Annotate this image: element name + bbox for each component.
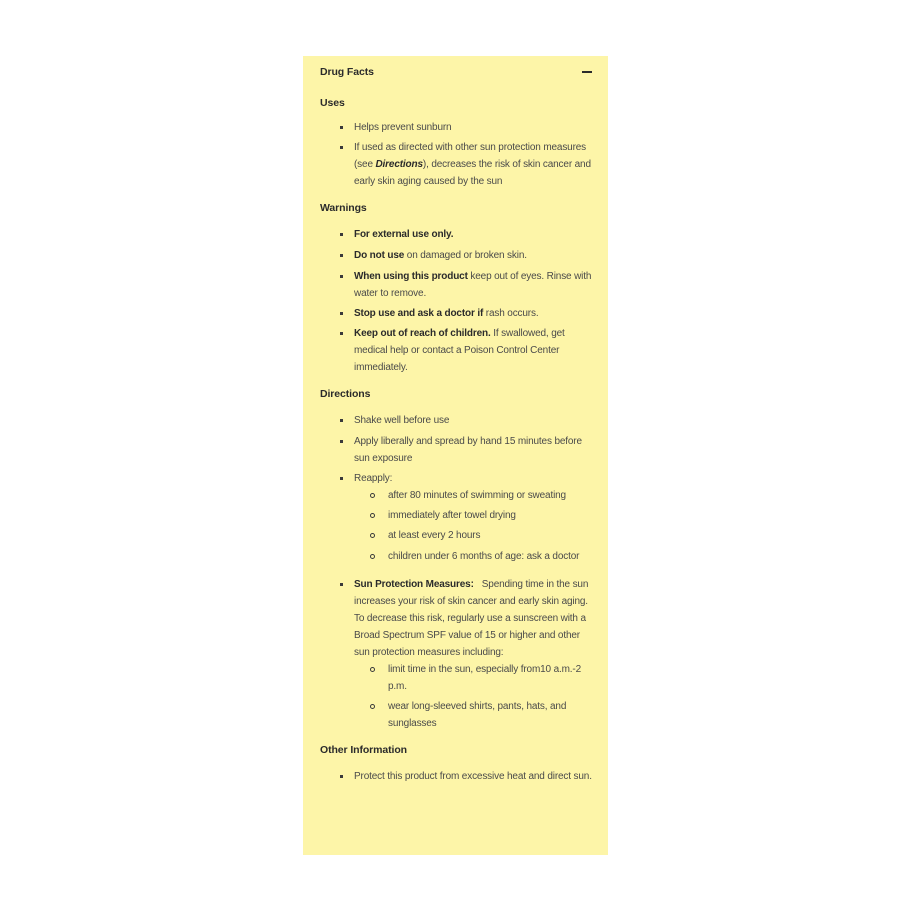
list-item-text: If used as directed with other sun protection measures (see bbox=[354, 142, 587, 170]
drug-facts-title: Drug Facts bbox=[320, 66, 374, 78]
sub-list-item: children under 6 months of age: ask a doctor bbox=[354, 548, 592, 565]
sun-protection-label: Sun Protection Measures: bbox=[354, 579, 474, 590]
uses-list bbox=[320, 119, 592, 190]
list-item: Helps prevent sunburn bbox=[320, 119, 592, 136]
other-information-list bbox=[320, 768, 592, 785]
warnings-title: Warnings bbox=[320, 202, 367, 214]
list-item bbox=[320, 139, 592, 190]
list-item: Stop use and ask a doctor if rash occurs. bbox=[320, 305, 592, 322]
reapply-label: Reapply: bbox=[354, 473, 393, 484]
directions-list bbox=[320, 412, 592, 732]
sun-protection-list bbox=[354, 661, 592, 732]
list-item-text: ), decreases the risk of skin cancer and early skin aging caused by the sun bbox=[354, 159, 591, 187]
drug-facts-header[interactable] bbox=[320, 65, 592, 79]
sub-list-item: wear long-sleeved shirts, pants, hats, and sunglasses bbox=[354, 698, 592, 732]
sub-list-item: after 80 minutes of swimming or sweating bbox=[354, 487, 592, 504]
list-item: Apply liberally and spread by hand 15 minutes before sun exposure bbox=[320, 433, 592, 467]
uses-title: Uses bbox=[320, 97, 345, 109]
minus-icon[interactable] bbox=[581, 65, 592, 79]
list-item: Shake well before use bbox=[320, 412, 592, 429]
directions-title: Directions bbox=[320, 388, 371, 400]
drug-facts-panel bbox=[303, 56, 608, 855]
sun-protection-text: Spending time in the sun increases your risk of skin cancer and early skin aging. To decrease this risk, regularly use a sunscreen with a Broad Spectrum SPF value of 15 or higher and other sun protection measures including: bbox=[354, 579, 589, 658]
list-item: Keep out of reach of children. If swallowed, get medical help or contact a Poison Control Center immediately. bbox=[320, 325, 592, 376]
warnings-list bbox=[320, 226, 592, 376]
list-item: For external use only. bbox=[320, 226, 592, 243]
sub-list-item: immediately after towel drying bbox=[354, 507, 592, 524]
sub-list-item: limit time in the sun, especially from10 a.m.-2 p.m. bbox=[354, 661, 592, 695]
list-item: When using this product keep out of eyes. Rinse with water to remove. bbox=[320, 268, 592, 302]
list-item: Do not use on damaged or broken skin. bbox=[320, 247, 592, 264]
sub-list-item: at least every 2 hours bbox=[354, 527, 592, 544]
list-item bbox=[320, 470, 592, 565]
reapply-list bbox=[354, 487, 592, 565]
directions-reference: Directions bbox=[375, 159, 423, 170]
list-item: Protect this product from excessive heat and direct sun. bbox=[320, 768, 592, 785]
other-information-title: Other Information bbox=[320, 744, 407, 756]
list-item bbox=[320, 576, 592, 732]
